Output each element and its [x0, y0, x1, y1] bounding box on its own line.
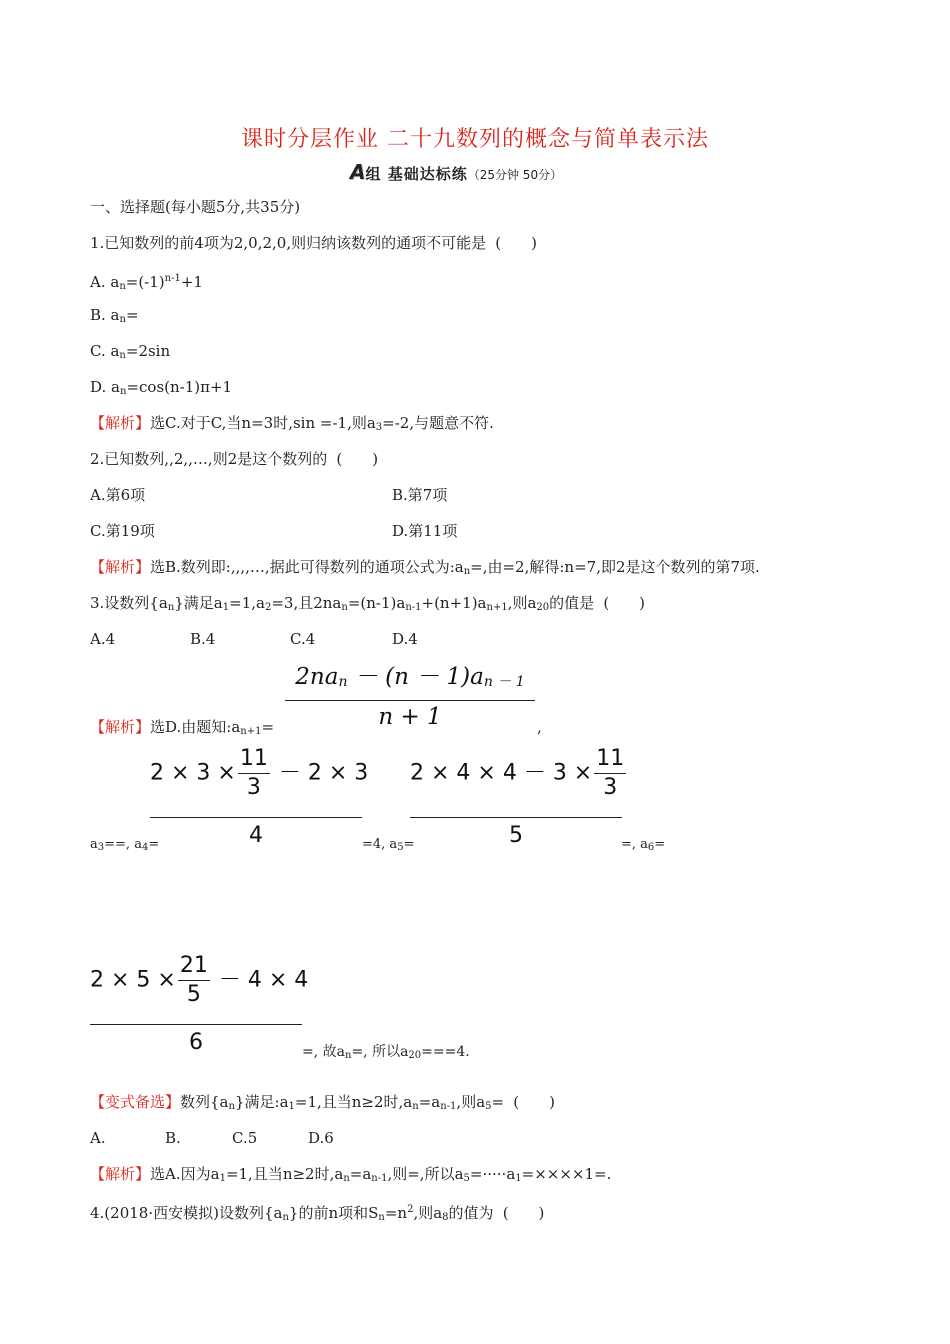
a6-text: =, $a_6=$: [621, 837, 666, 853]
q1-option-d: D. $a_n=\cos(n-1)\pi+1$: [90, 378, 233, 397]
q3-stem: 3.设数列$\{a_n\}$满足$a_1=1,a_2=3$,且$2na_n=(n-1)a_{n-1}+(n+1)a_{n+1}$,则$a_{20}$的值是 ( ): [90, 594, 646, 613]
a4-fraction: 2 × 3 × $\frac{11}{3}$ － 2 × 3 4: [150, 746, 369, 848]
answer-paren: ( ): [495, 234, 537, 252]
q2-option-a: A.第6项: [90, 486, 146, 504]
a6-fraction: 2 × 5 × $\frac{21}{5}$ － 4 × 4 6: [90, 953, 309, 1055]
q2-solution: 【解析】选B.数列即:,,,,…,据此可得数列的通项公式为$:a_n=$,由=2,解得:n=7,即2是这个数列的第7项.: [90, 558, 760, 577]
variant-option-b: B.: [165, 1129, 181, 1147]
q1-option-b: B. $a_n=$: [90, 306, 139, 325]
a3-a4-text: $a_3==$, $a_4=$: [90, 837, 160, 853]
a5-text: =4, $a_5=$: [362, 837, 415, 853]
q3-option-d: D.4: [392, 630, 418, 648]
q2-option-d: D.第11项: [392, 522, 458, 540]
variant-solution: 【解析】选A.因为$a_1=1$,且当n≥2时$,a_n=a_{n-1}$,则=,所以$a_5=\cdot\cdot\cdot\cdot\cdot a_1=\times\times\times\times 1=$.: [90, 1165, 612, 1184]
q2-stem: 2.已知数列,,2,,…,则2是这个数列的 ( ): [90, 450, 379, 468]
q2-option-c: C.第19项: [90, 522, 155, 540]
a5-fraction: 2 × 4 × 4 － 3 × $\frac{11}{3}$ 5: [410, 746, 625, 848]
variant-tag: 【变式备选】: [90, 1093, 181, 1111]
q1-option-a: A. $a_n=(-1)^{n-1}+1$: [90, 273, 203, 292]
q3-option-a: A.4: [90, 630, 116, 648]
q3-conclusion: =, 故$a_n=$, 所以$a_{20}===4$.: [302, 1044, 470, 1061]
q2-option-b: B.第7项: [392, 486, 448, 504]
q3-solution: 【解析】选D.由题知$:a_{n+1}=$: [90, 718, 275, 737]
group-name: 组 基础达标练: [365, 165, 468, 183]
variant-option-d: D.6: [308, 1129, 334, 1147]
solution-tag: 【解析】: [90, 414, 151, 432]
variant-option-c: C.5: [232, 1129, 258, 1147]
page-title: 课时分层作业 二十九数列的概念与简单表示法: [241, 127, 709, 152]
section-heading: 一、选择题(每小题5分,共35分): [90, 198, 301, 216]
comma: ,: [537, 718, 542, 736]
variant-option-a: A.: [90, 1129, 106, 1147]
q3-option-c: C.4: [290, 630, 316, 648]
q3-option-b: B.4: [190, 630, 216, 648]
q1-option-c: C. $a_n=2\sin$: [90, 342, 171, 361]
variant-stem: 【变式备选】数列$\{a_n\}$满足$:a_1=1$,且当n≥2时$,a_n=a_{n-1}$,则$a_5=$ ( ): [90, 1093, 555, 1112]
q1-solution: 【解析】选C.对于C,当n=3时,sin =-1,则$a_3=-2$,与题意不符.: [90, 414, 494, 433]
q4-stem: 4.(2018·西安模拟)设数列$\{a_n\}$的前n项和$S_n=n^2$,则$a_8$的值为 ( ): [90, 1204, 545, 1223]
group-header: [350, 160, 562, 184]
recurrence-fraction: 2nan － (n － 1)an － 1 n + 1: [285, 658, 535, 734]
q1-stem: 1.已知数列的前4项为2,0,2,0,则归纳该数列的通项不可能是 ( ): [90, 233, 546, 253]
group-badge: A: [350, 160, 366, 184]
group-time: （25分钟 50分）: [467, 168, 563, 182]
